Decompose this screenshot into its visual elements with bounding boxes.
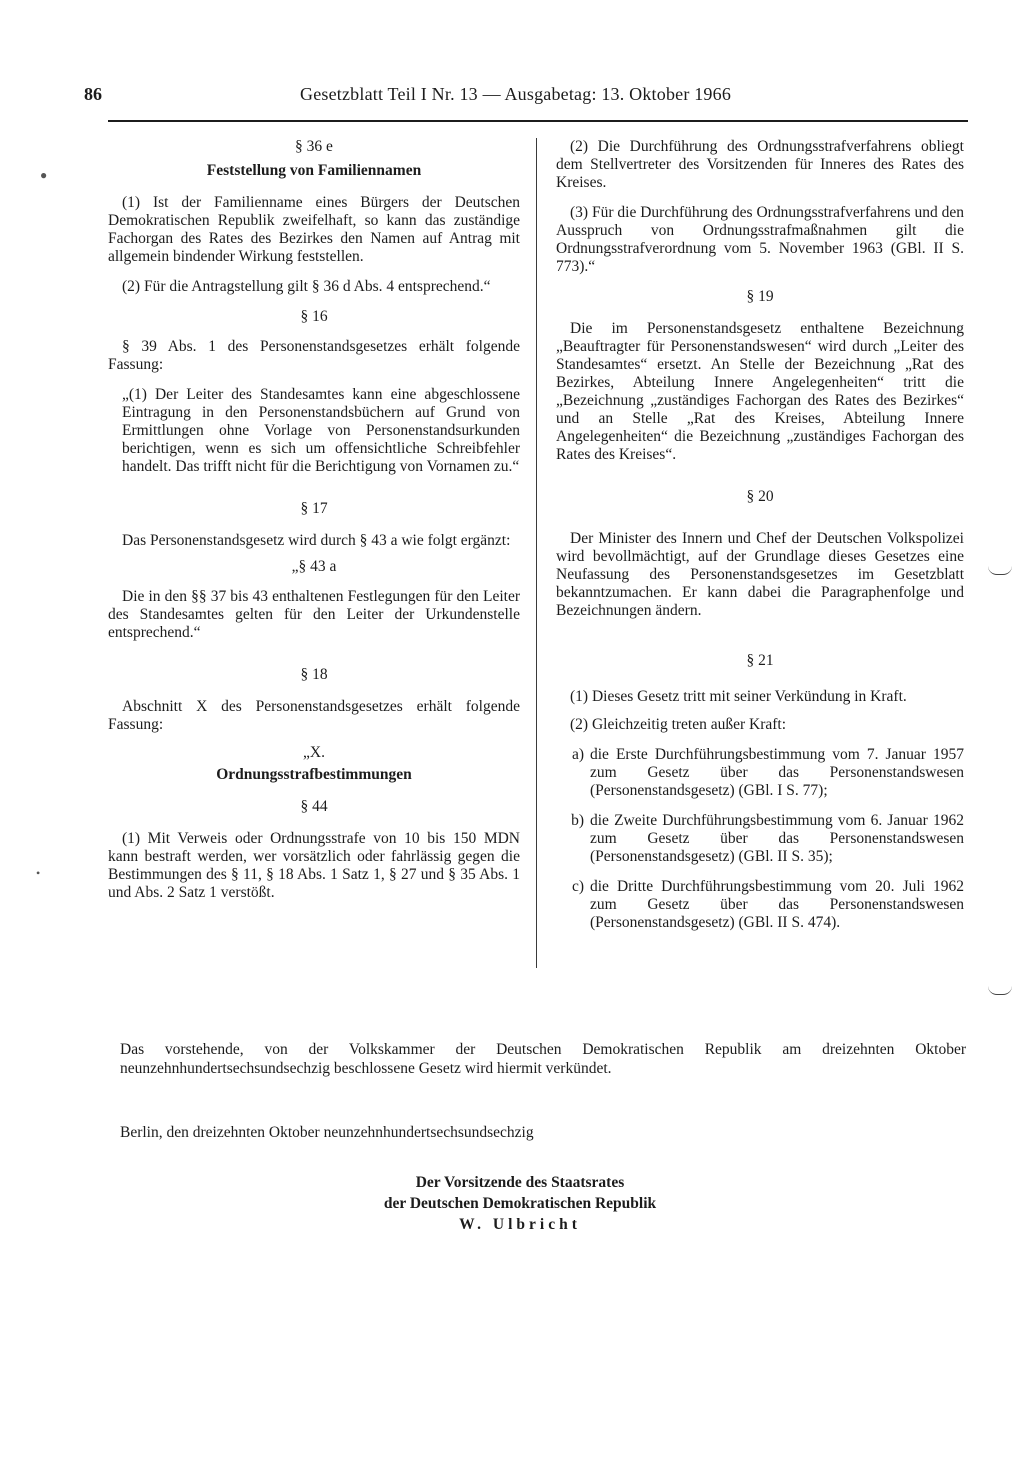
paragraph-18-intro: Abschnitt X des Personenstandsgesetzes erhält folgende Fassung: <box>108 698 520 733</box>
paragraph-19: Die im Personenstandsgesetz enthaltene Bezeichnung „Beauftragter für Personenstandswesen“ wird durch „Leiter des Standesamtes“ ersetzt. An Stelle der Bezeichnung „Rat des Bezirkes, Abteilung Innere Angelegenheiten“ tritt die „Bezeichnung „zuständiges Fachorgan des Rates des Bezirkes“ und an Stelle „Rat des Kreises, Abteilung Innere Angelegenheiten“ die Bezeichnung „zuständiges Fachorgan des Rates des Kreises“. <box>556 320 964 463</box>
running-head: Gesetzblatt Teil I Nr. 13 — Ausgabetag: 13. Oktober 1966 <box>300 84 732 104</box>
section-heading-x: „X. <box>303 744 325 761</box>
paragraph-44-3: (3) Für die Durchführung des Ordnungsstrafverfahrens und den Ausspruch von Ordnungsstrafmaßnahmen gilt die Ordnungsstrafverordnung vom 5. November 1963 (GBl. II S. 773).“ <box>556 204 964 275</box>
paragraph-44-1: (1) Mit Verweis oder Ordnungsstrafe von 10 bis 150 MDN kann bestraft werden, wer vorsätzlich oder fahrlässig gegen die Bestimmungen des § 11, § 18 Abs. 1 Satz 1, § 27 und § 35 Abs. 1 und Abs. 2 Satz 1 verstößt. <box>108 830 520 901</box>
paragraph-36e-1: (1) Ist der Familienname eines Bürgers der Deutschen Demokratischen Republik zweifelhaft, so kann das zuständige Fachorgan des Rates des Bezirkes den Namen auf Antrag mit allgemein bindender Wirkung feststellen. <box>108 194 520 265</box>
section-heading-18: § 18 <box>300 666 328 683</box>
signature-title-line-1: Der Vorsitzende des Staatsrates <box>415 1174 625 1191</box>
paragraph-21-2: (2) Gleichzeitig treten außer Kraft: <box>570 716 787 733</box>
paragraph-36e-2: (2) Für die Antragstellung gilt § 36 d Abs. 4 entsprechend.“ <box>122 278 491 295</box>
section-heading-17: § 17 <box>300 500 328 517</box>
paragraph-17-intro: Das Personenstandsgesetz wird durch § 43 a wie folgt ergänzt: <box>122 532 511 549</box>
paragraph-44-2: (2) Die Durchführung des Ordnungsstrafverfahrens obliegt dem Stellvertreter des Vorsitzenden für Inneres des Rates des Kreises. <box>556 138 964 191</box>
section-heading-16: § 16 <box>300 308 328 325</box>
section-heading-21: § 21 <box>746 652 774 669</box>
section-title-ordnungsstrafbestimmungen: Ordnungsstrafbestimmungen <box>216 766 412 783</box>
header-rule <box>108 120 968 122</box>
list-item <box>556 812 964 866</box>
section-title-familiennamen: Feststellung von Familiennamen <box>206 162 422 179</box>
left-column <box>108 138 520 902</box>
list-item-text: die Dritte Durchführungsbestimmung vom 20. Juli 1962 zum Gesetz über das Personenstandswesen (Personenstandsgesetz) (GBl. II S. 474). <box>590 878 964 931</box>
list-item-letter: c) <box>571 878 584 895</box>
section-heading-20: § 20 <box>746 488 774 505</box>
place-date: Berlin, den dreizehnten Oktober neunzehnhundertsechsundsechzig <box>120 1124 534 1141</box>
scan-mark <box>988 566 1012 575</box>
section-heading-19: § 19 <box>746 288 774 305</box>
signature-title-line-2: der Deutschen Demokratischen Republik <box>383 1195 657 1212</box>
scan-dot: ● <box>40 168 48 182</box>
signature-block <box>300 1172 740 1235</box>
promulgation-text: Das vorstehende, von der Volkskammer der Deutschen Demokratischen Republik am dreizehnten Oktober neunzehnhundertsechsundsechzig beschlossene Gesetz wird hiermit verkündet. <box>120 1041 966 1077</box>
list-item-text: die Erste Durchführungsbestimmung vom 7. Januar 1957 zum Gesetz über das Personenstandswesen (Personenstandsgesetz) (GBl. I S. 77); <box>590 746 964 799</box>
scan-dot: • <box>36 866 41 880</box>
paragraph-21-1: (1) Dieses Gesetz tritt mit seiner Verkündung in Kraft. <box>570 688 907 705</box>
paragraph-43a: Die in den §§ 37 bis 43 enthaltenen Festlegungen für den Leiter des Standesamtes gelten für den Leiter der Urkundenstelle entsprechend.“ <box>108 588 520 641</box>
section-heading-44: § 44 <box>300 798 328 815</box>
right-column <box>556 138 964 932</box>
list-item <box>556 746 964 800</box>
list-item-letter: b) <box>571 812 584 829</box>
section-heading-36e: § 36 e <box>295 138 333 155</box>
paragraph-16-intro: § 39 Abs. 1 des Personenstandsgesetzes erhält folgende Fassung: <box>108 338 520 373</box>
paragraph-20: Der Minister des Innern und Chef der Deutschen Volkspolizei wird bevollmächtigt, auf der Grundlage dieses Gesetzes eine Neufassung des Personenstandsgesetzes im Gesetzblatt bekanntzumachen. Er kann dabei die Paragraphenfolge und Bezeichnungen ändern. <box>556 530 964 619</box>
column-rule <box>536 138 537 968</box>
signatory-name: W. Ulbricht <box>459 1216 581 1233</box>
scan-mark <box>988 986 1012 995</box>
page-number: 86 <box>84 84 102 104</box>
list-item-text: die Zweite Durchführungsbestimmung vom 6. Januar 1962 zum Gesetz über das Personenstandswesen (Personenstandsgesetz) (GBl. II S. 35); <box>590 812 964 865</box>
list-item-letter: a) <box>571 746 584 763</box>
paragraph-16-quote: „(1) Der Leiter des Standesamtes kann eine abgeschlossene Eintragung in den Personenstandsbüchern auf Grund von Ermittlungen ohne Vorlage von Personenstandsurkunden berichtigen, wenn es sich um offensichtliche Schreibfehler handelt. Das trifft nicht für die Berichtigung von Vornamen zu.“ <box>122 386 520 475</box>
list-item <box>556 878 964 932</box>
section-heading-43a: „§ 43 a <box>291 558 337 575</box>
